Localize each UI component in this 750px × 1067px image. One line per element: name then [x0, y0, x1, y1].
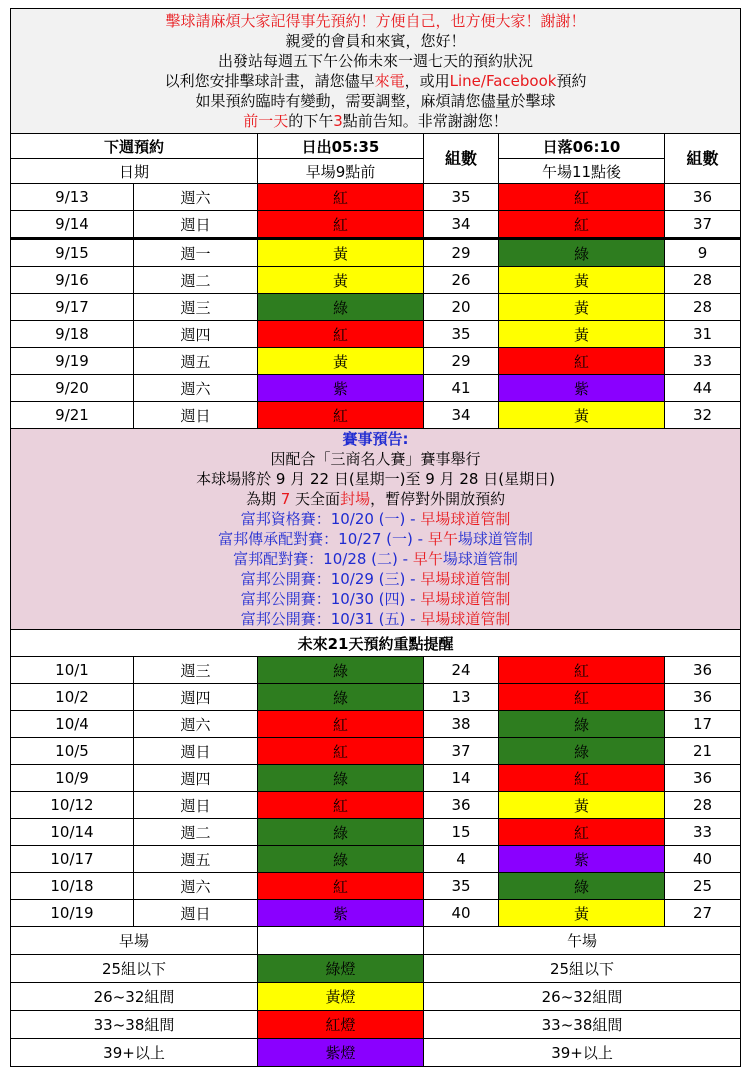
legend-light: 紅燈: [258, 1011, 424, 1039]
date-cell: 10/19: [11, 900, 134, 927]
am-status-cell: 黃: [258, 348, 424, 375]
notice-line-1: 擊球請麻煩大家記得事先預約！方便自己，也方便大家！謝謝！: [165, 12, 586, 30]
event-line-2: 本球場將於 9 月 22 日(星期一)至 9 月 28 日(星期日): [196, 470, 555, 488]
notice-highlight: 前一天: [243, 112, 289, 130]
weekday-cell: 週日: [134, 900, 258, 927]
pm-groups-cell: 40: [665, 846, 741, 873]
am-groups-cell: 15: [424, 819, 499, 846]
pm-status-cell: 綠: [499, 239, 665, 267]
event-item-text: 富邦傳承配對賽：10/27 (一) -: [218, 530, 428, 548]
legend-light: 紫燈: [258, 1039, 424, 1067]
legend-row: [11, 983, 741, 1011]
date-cell: 9/17: [11, 294, 134, 321]
date-cell: 10/17: [11, 846, 134, 873]
am-status-cell: 紅: [258, 184, 424, 211]
event-item-text: 富邦公開賽：10/30 (四) -: [240, 590, 421, 608]
pm-status-cell: 黃: [499, 321, 665, 348]
am-groups-cell: 26: [424, 267, 499, 294]
event-item-text: 場球道管制: [457, 530, 533, 548]
pm-groups-cell: 31: [665, 321, 741, 348]
pm-status-cell: 紅: [499, 819, 665, 846]
weekday-cell: 週六: [134, 873, 258, 900]
date-cell: 9/19: [11, 348, 134, 375]
weekday-cell: 週一: [134, 239, 258, 267]
weekday-cell: 週日: [134, 792, 258, 819]
event-item-highlight: 早場球道管制: [420, 510, 511, 528]
week-row: [11, 184, 741, 211]
am-status-cell: 紅: [258, 873, 424, 900]
legend-blank: [258, 927, 424, 955]
legend-range-am: 25組以下: [11, 955, 258, 983]
event-item: [11, 569, 740, 589]
future-row: [11, 684, 741, 711]
event-highlight: 7: [280, 490, 291, 508]
weekday-cell: 週日: [134, 211, 258, 239]
pm-groups-cell: 36: [665, 765, 741, 792]
future-row: [11, 900, 741, 927]
pm-groups-cell: 21: [665, 738, 741, 765]
legend-afternoon: 午場: [424, 927, 741, 955]
date-cell: 10/2: [11, 684, 134, 711]
legend-row: [11, 1011, 741, 1039]
event-line-3: [11, 489, 740, 509]
date-cell: 9/20: [11, 375, 134, 402]
header-groups-pm: 組數: [665, 134, 741, 184]
am-status-cell: 紅: [258, 711, 424, 738]
am-groups-cell: 24: [424, 657, 499, 684]
date-cell: 9/15: [11, 239, 134, 267]
am-status-cell: 紫: [258, 900, 424, 927]
pm-status-cell: 紅: [499, 211, 665, 239]
weekday-cell: 週二: [134, 819, 258, 846]
pm-status-cell: 黃: [499, 792, 665, 819]
am-status-cell: 紅: [258, 738, 424, 765]
date-cell: 9/14: [11, 211, 134, 239]
legend-range-am: 33~38組間: [11, 1011, 258, 1039]
future-rows: [11, 657, 741, 927]
pm-groups-cell: 27: [665, 900, 741, 927]
notice-highlight: 3: [333, 112, 343, 130]
future-row: [11, 765, 741, 792]
am-status-cell: 紅: [258, 321, 424, 348]
header-sunset: 日落06:10: [499, 134, 665, 159]
am-groups-cell: 37: [424, 738, 499, 765]
notice-box: [11, 9, 741, 134]
pm-status-cell: 紫: [499, 846, 665, 873]
am-groups-cell: 14: [424, 765, 499, 792]
am-groups-cell: 41: [424, 375, 499, 402]
pm-status-cell: 綠: [499, 711, 665, 738]
weekday-cell: 週日: [134, 738, 258, 765]
am-status-cell: 紅: [258, 402, 424, 429]
event-line-1: 因配合「三商名人賽」賽事舉行: [270, 450, 481, 468]
pm-status-cell: 黃: [499, 294, 665, 321]
date-cell: 9/18: [11, 321, 134, 348]
future-row: [11, 792, 741, 819]
week-row: [11, 267, 741, 294]
date-cell: 10/18: [11, 873, 134, 900]
weekday-cell: 週三: [134, 657, 258, 684]
future-row: [11, 846, 741, 873]
weekday-cell: 週四: [134, 321, 258, 348]
event-item-highlight: 早場球道管制: [420, 590, 511, 608]
pm-status-cell: 紅: [499, 657, 665, 684]
weekday-cell: 週四: [134, 765, 258, 792]
notice-line-6: [11, 111, 740, 131]
pm-groups-cell: 37: [665, 211, 741, 239]
am-groups-cell: 35: [424, 873, 499, 900]
future-row: [11, 711, 741, 738]
future-title: 未來21天預約重點提醒: [11, 630, 741, 657]
pm-groups-cell: 25: [665, 873, 741, 900]
weekday-cell: 週五: [134, 846, 258, 873]
week-row: [11, 375, 741, 402]
date-cell: 9/13: [11, 184, 134, 211]
event-item: [11, 549, 740, 569]
pm-groups-cell: 32: [665, 402, 741, 429]
pm-status-cell: 紅: [499, 765, 665, 792]
am-groups-cell: 38: [424, 711, 499, 738]
header-morning: 早場9點前: [258, 159, 424, 184]
weekday-cell: 週日: [134, 402, 258, 429]
date-cell: 10/1: [11, 657, 134, 684]
event-item-highlight: 早午: [412, 550, 443, 568]
notice-highlight: 來電: [374, 72, 405, 90]
am-groups-cell: 4: [424, 846, 499, 873]
legend-morning: 早場: [11, 927, 258, 955]
pm-status-cell: 綠: [499, 738, 665, 765]
pm-status-cell: 綠: [499, 873, 665, 900]
date-cell: 10/14: [11, 819, 134, 846]
event-item-text: 富邦公開賽：10/31 (五) -: [240, 610, 421, 628]
event-title: 賽事預告:: [342, 430, 409, 448]
notice-text: 的下午: [288, 112, 334, 130]
notice-line-5: 如果預約臨時有變動，需要調整，麻煩請您儘量於擊球: [195, 92, 556, 110]
notice-text: 點前告知。非常謝謝您！: [342, 112, 508, 130]
future-row: [11, 819, 741, 846]
event-highlight: 封場: [340, 490, 371, 508]
date-cell: 10/4: [11, 711, 134, 738]
week-row: [11, 294, 741, 321]
notice-line-4: [11, 71, 740, 91]
am-status-cell: 綠: [258, 684, 424, 711]
event-item-text: 富邦配對賽：10/28 (二) -: [233, 550, 413, 568]
weekday-cell: 週六: [134, 711, 258, 738]
weekday-cell: 週五: [134, 348, 258, 375]
am-groups-cell: 35: [424, 321, 499, 348]
am-status-cell: 綠: [258, 294, 424, 321]
am-status-cell: 紫: [258, 375, 424, 402]
pm-groups-cell: 28: [665, 294, 741, 321]
pm-status-cell: 黃: [499, 402, 665, 429]
notice-text: ，或用: [404, 72, 450, 90]
week-row: [11, 239, 741, 267]
date-cell: 10/9: [11, 765, 134, 792]
legend-range-am: 39+以上: [11, 1039, 258, 1067]
future-row: [11, 873, 741, 900]
legend-range-pm: 26~32組間: [424, 983, 741, 1011]
weekday-cell: 週四: [134, 684, 258, 711]
legend-row: [11, 1039, 741, 1067]
week-row: [11, 348, 741, 375]
pm-groups-cell: 28: [665, 267, 741, 294]
pm-groups-cell: 36: [665, 657, 741, 684]
legend-light: 綠燈: [258, 955, 424, 983]
event-item: [11, 589, 740, 609]
header-groups-am: 組數: [424, 134, 499, 184]
weekday-cell: 週三: [134, 294, 258, 321]
event-item: [11, 509, 740, 529]
am-groups-cell: 34: [424, 211, 499, 239]
header-date: 日期: [11, 159, 258, 184]
week-row: [11, 211, 741, 239]
pm-status-cell: 黃: [499, 267, 665, 294]
date-cell: 9/16: [11, 267, 134, 294]
am-groups-cell: 34: [424, 402, 499, 429]
week-rows: [11, 184, 741, 429]
weekday-cell: 週六: [134, 184, 258, 211]
event-item: [11, 529, 740, 549]
legend-row: [11, 955, 741, 983]
am-groups-cell: 29: [424, 348, 499, 375]
notice-text: 預約: [556, 72, 587, 90]
am-status-cell: 黃: [258, 267, 424, 294]
weekday-cell: 週六: [134, 375, 258, 402]
pm-groups-cell: 36: [665, 184, 741, 211]
pm-status-cell: 紅: [499, 348, 665, 375]
future-row: [11, 657, 741, 684]
header-afternoon: 午場11點後: [499, 159, 665, 184]
event-box: [11, 429, 741, 630]
am-status-cell: 綠: [258, 819, 424, 846]
legend-range-pm: 39+以上: [424, 1039, 741, 1067]
am-status-cell: 綠: [258, 846, 424, 873]
pm-status-cell: 紅: [499, 684, 665, 711]
event-item-highlight: 早場球道管制: [420, 570, 511, 588]
am-status-cell: 黃: [258, 239, 424, 267]
pm-groups-cell: 9: [665, 239, 741, 267]
pm-status-cell: 黃: [499, 900, 665, 927]
pm-groups-cell: 33: [665, 348, 741, 375]
legend-light: 黃燈: [258, 983, 424, 1011]
legend-range-pm: 25組以下: [424, 955, 741, 983]
am-status-cell: 紅: [258, 792, 424, 819]
header-sunrise: 日出05:35: [258, 134, 424, 159]
date-cell: 10/5: [11, 738, 134, 765]
week-row: [11, 402, 741, 429]
reservation-sheet: [10, 8, 740, 1067]
event-item-highlight: 早午: [427, 530, 458, 548]
pm-status-cell: 紅: [499, 184, 665, 211]
notice-line-3: 出發站每週五下午公佈未來一週七天的預約狀況: [218, 52, 534, 70]
pm-groups-cell: 44: [665, 375, 741, 402]
am-groups-cell: 40: [424, 900, 499, 927]
event-text: 為期: [245, 490, 281, 508]
event-item-text: 富邦公開賽：10/29 (三) -: [240, 570, 421, 588]
pm-status-cell: 紫: [499, 375, 665, 402]
notice-highlight: Line/Facebook: [449, 72, 557, 90]
event-item-text: 富邦資格賽：10/20 (一) -: [240, 510, 421, 528]
am-groups-cell: 35: [424, 184, 499, 211]
event-item-text: 場球道管制: [442, 550, 518, 568]
event-text: 天全面: [290, 490, 341, 508]
event-item: [11, 609, 740, 629]
legend-range-am: 26~32組間: [11, 983, 258, 1011]
week-row: [11, 321, 741, 348]
am-groups-cell: 29: [424, 239, 499, 267]
legend-range-pm: 33~38組間: [424, 1011, 741, 1039]
am-groups-cell: 36: [424, 792, 499, 819]
pm-groups-cell: 17: [665, 711, 741, 738]
pm-groups-cell: 36: [665, 684, 741, 711]
date-cell: 9/21: [11, 402, 134, 429]
date-cell: 10/12: [11, 792, 134, 819]
am-groups-cell: 13: [424, 684, 499, 711]
am-groups-cell: 20: [424, 294, 499, 321]
am-status-cell: 綠: [258, 657, 424, 684]
event-items: [11, 509, 740, 629]
event-text: ，暫停對外開放預約: [370, 490, 506, 508]
reservation-table: [10, 8, 741, 1067]
am-status-cell: 綠: [258, 765, 424, 792]
header-next-week: 下週預約: [11, 134, 258, 159]
pm-groups-cell: 28: [665, 792, 741, 819]
notice-text: 以利您安排擊球計畫，請您儘早: [164, 72, 375, 90]
pm-groups-cell: 33: [665, 819, 741, 846]
future-row: [11, 738, 741, 765]
weekday-cell: 週二: [134, 267, 258, 294]
am-status-cell: 紅: [258, 211, 424, 239]
notice-line-2: 親愛的會員和來賓，您好！: [285, 32, 466, 50]
event-item-highlight: 早場球道管制: [420, 610, 511, 628]
